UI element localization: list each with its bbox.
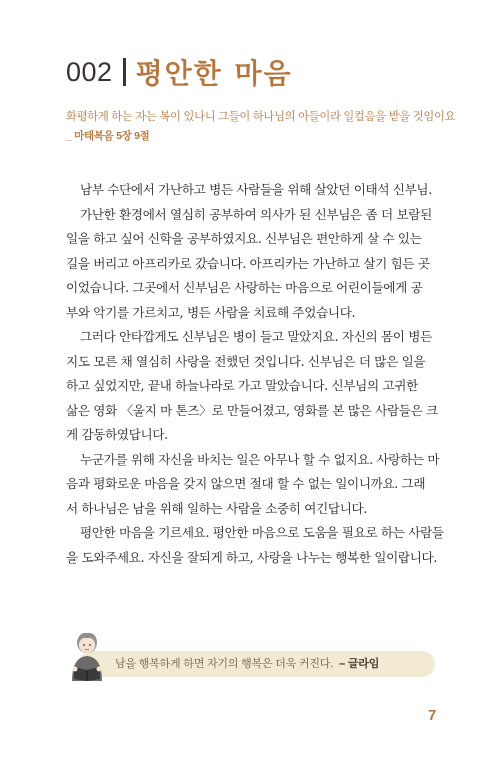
quote-text — [115, 655, 379, 671]
epigraph-verse: 화평하게 하는 자는 복이 있나니 그들이 하나님의 아들이라 일컬음을 받을 것임이요 — [66, 111, 456, 123]
chapter-number: 002 — [66, 56, 113, 87]
body-line: 길을 버리고 아프리카로 갔습니다. 아프리카는 가난하고 살기 힘든 곳 — [66, 255, 430, 271]
body-line: 게 감동하였답니다. — [66, 427, 168, 442]
body-line: 지도 모른 채 열심히 사랑을 전했던 것입니다. 신부님은 더 많은 일을 — [66, 353, 426, 369]
body-line: 평안한 마음을 기르세요. 평안한 마음으로 도움을 필요로 하는 사람들 — [80, 525, 444, 540]
body-line: 남부 수단에서 가난하고 병든 사람들을 위해 살았던 이태석 신부님. — [80, 182, 432, 197]
epigraph-source: _ 마태복음 5장 9절 — [66, 130, 150, 142]
reading-person-icon — [63, 629, 111, 681]
body-line: 을 도와주세요. 자신을 잘되게 하고, 사랑을 나누는 행복한 일이랍니다. — [66, 549, 438, 565]
body-line: 일을 하고 싶어 신학을 공부하였지요. 신부님은 편안하게 살 수 있는 — [66, 231, 422, 246]
quote-author: – 글라임 — [339, 658, 380, 670]
chapter-header — [66, 50, 293, 94]
quote-sentence: 남을 행복하게 하면 자기의 행복은 더욱 커진다. — [115, 658, 334, 670]
body-line: 이었습니다. 그곳에서 신부님은 사랑하는 마음으로 어린이들에게 공 — [66, 280, 423, 295]
page-number: 7 — [428, 707, 437, 724]
chapter-divider — [123, 58, 126, 86]
body-line: 하고 싶었지만, 끝내 하늘나라로 가고 말았습니다. 신부님의 고귀한 — [66, 378, 418, 393]
chapter-title: 평안한 마음 — [135, 57, 293, 90]
body-text — [66, 178, 444, 570]
body-line: 서 하나님은 남을 위해 일하는 사람을 소중히 여긴답니다. — [66, 500, 367, 516]
body-line: 가난한 환경에서 열심히 공부하여 의사가 된 신부님은 좀 더 보람된 — [80, 206, 432, 222]
body-line: 부와 악기를 가르치고, 병든 사람을 치료해 주었습니다. — [66, 304, 356, 320]
quote-box — [63, 629, 435, 677]
body-line: 음과 평화로운 마음을 갖지 않으면 절대 할 수 없는 일이니까요. 그래 — [66, 476, 426, 491]
body-line: 그러다 안타깝게도 신부님은 병이 들고 말았지요. 자신의 몸이 병든 — [80, 329, 432, 344]
body-line: 누군가를 위해 자신을 바치는 일은 아무나 할 수 없지요. 사랑하는 마 — [80, 451, 440, 467]
body-line: 삶은 영화 〈울지 마 톤즈〉로 만들어졌고, 영화를 본 많은 사람들은 크 — [66, 402, 438, 418]
